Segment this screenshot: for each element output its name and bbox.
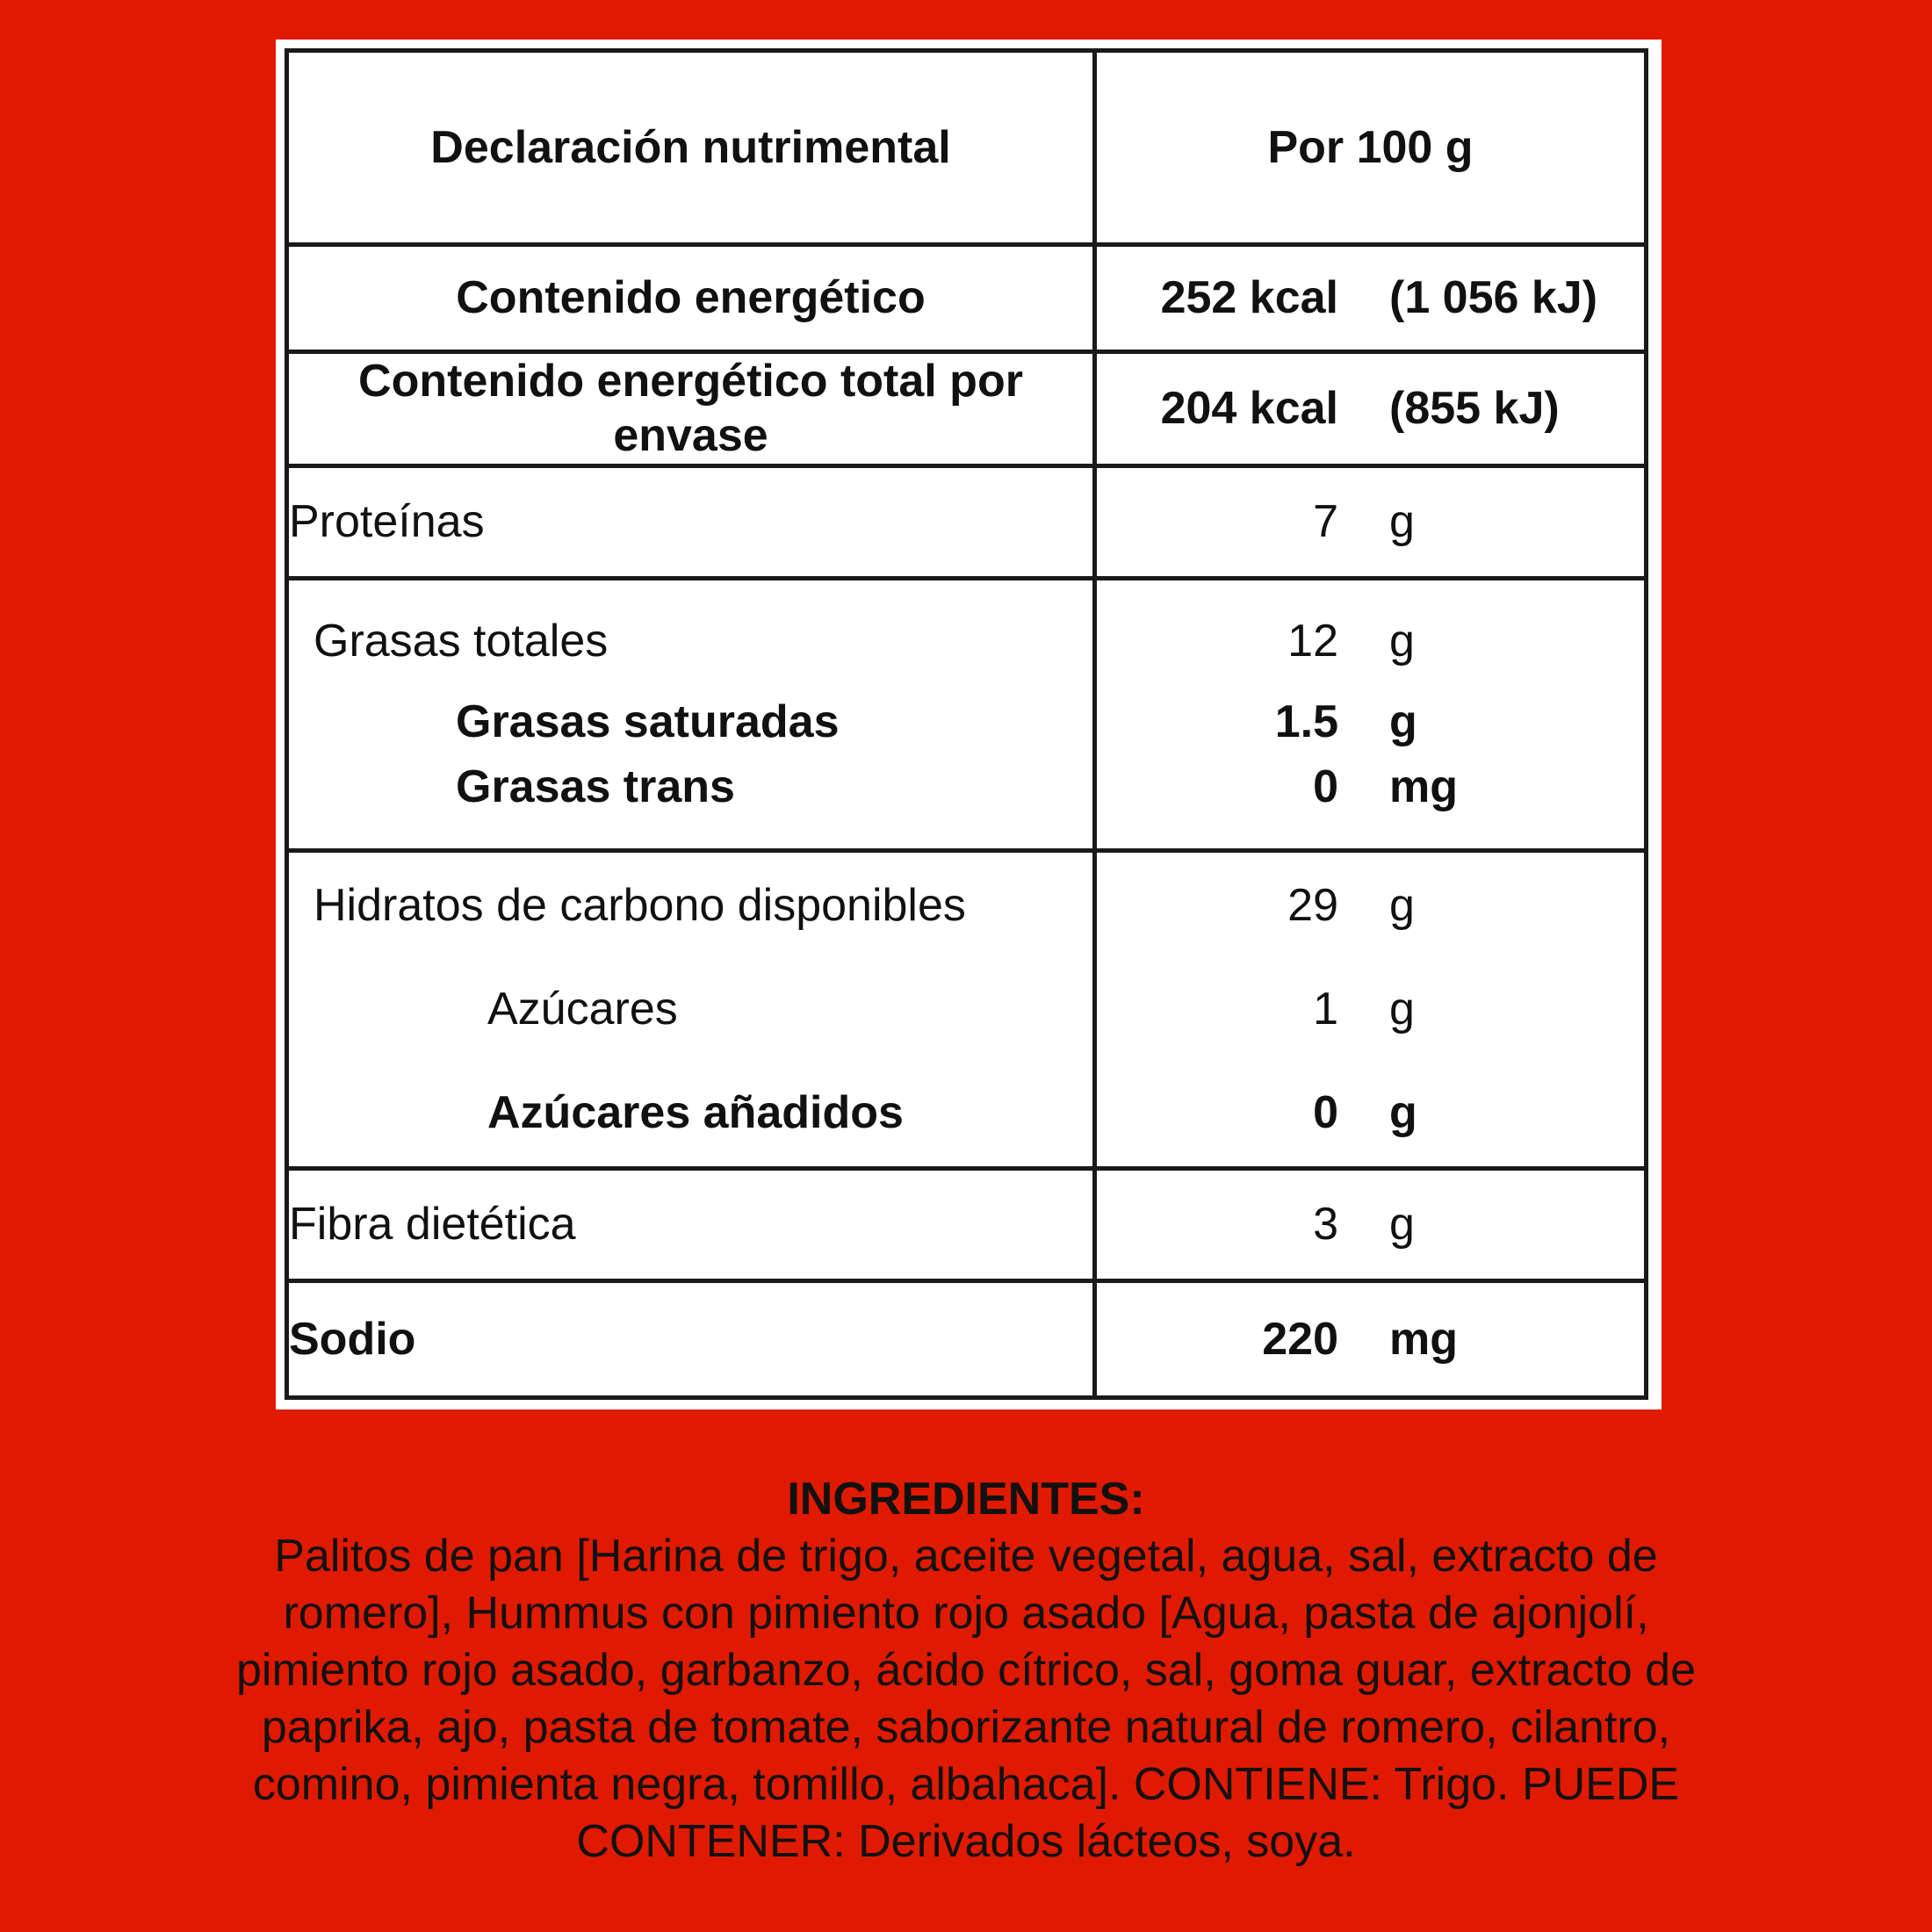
proteinas-value: 7 (1313, 496, 1338, 548)
hidratos-row (287, 850, 1647, 1168)
header-per: Por 100 g (1095, 51, 1647, 245)
azucares-unit: g (1389, 984, 1415, 1035)
grasas-unit: g (1389, 615, 1415, 667)
sodio-row (287, 1280, 1647, 1397)
ingredients-line: romero], Hummus con pimiento rojo asado [Agua, pasta de ajonjolí, (283, 1588, 1649, 1639)
ingredients-line: pimiento rojo asado, garbanzo, ácido cítrico, sal, goma guar, extracto de (235, 1645, 1697, 1696)
table-header-row (287, 51, 1647, 245)
energy-kcal: 252 kcal (1160, 272, 1338, 324)
grasas-trans-label: Grasas trans (456, 761, 735, 813)
fibra-label: Fibra dietética (287, 1168, 1095, 1280)
grasas-row (287, 578, 1647, 850)
energy-total-label: Contenido energético total por envase (287, 352, 1095, 466)
proteinas-label: Proteínas (287, 465, 1095, 578)
energy-total-kcal: 204 kcal (1160, 383, 1338, 435)
hidratos-label: Hidratos de carbono disponibles (314, 879, 966, 931)
grasas-saturadas-label: Grasas saturadas (456, 696, 840, 748)
grasas-label: Grasas totales (314, 615, 609, 667)
header-label: Declaración nutrimental (287, 51, 1095, 245)
azucares-anadidos-label: Azúcares añadidos (487, 1087, 904, 1139)
grasas-saturadas-value: 1.5 (1274, 696, 1338, 748)
ingredients-line: Palitos de pan [Harina de trigo, aceite vegetal, agua, sal, extracto de (274, 1531, 1658, 1582)
energy-total-row (287, 352, 1647, 466)
azucares-anadidos-value: 0 (1313, 1087, 1338, 1139)
azucares-anadidos-unit: g (1389, 1087, 1417, 1139)
azucares-value: 1 (1313, 984, 1338, 1035)
fibra-row (287, 1168, 1647, 1280)
ingredients-line: CONTENER: Derivados lácteos, soya. (576, 1816, 1356, 1867)
ingredients-line: paprika, ajo, pasta de tomate, saborizante natural de romero, cilantro, (261, 1702, 1671, 1753)
ingredients-title: INGREDIENTES: (787, 1474, 1145, 1525)
grasas-saturadas-unit: g (1389, 696, 1417, 748)
fibra-value: 3 (1313, 1199, 1338, 1251)
fibra-unit: g (1389, 1199, 1415, 1251)
energy-row (287, 245, 1647, 352)
nutrition-panel (276, 40, 1662, 1409)
energy-kj: (1 056 kJ) (1389, 272, 1598, 324)
ingredients-block (70, 1471, 1862, 1871)
azucares-label: Azúcares (487, 984, 678, 1035)
sodio-value: 220 (1262, 1313, 1338, 1365)
hidratos-unit: g (1389, 879, 1415, 931)
sodio-label: Sodio (287, 1280, 1095, 1397)
energy-label: Contenido energético (287, 245, 1095, 352)
proteinas-row (287, 465, 1647, 578)
grasas-trans-value: 0 (1313, 761, 1338, 813)
energy-total-kj: (855 kJ) (1389, 383, 1560, 435)
grasas-trans-unit: mg (1389, 761, 1458, 813)
hidratos-value: 29 (1287, 879, 1338, 931)
grasas-value: 12 (1287, 615, 1338, 667)
sodio-unit: mg (1389, 1313, 1458, 1365)
ingredients-line: comino, pimienta negra, tomillo, albahaca]. CONTIENE: Trigo. PUEDE (252, 1759, 1680, 1810)
nutrition-table (285, 48, 1648, 1400)
proteinas-unit: g (1389, 496, 1415, 548)
